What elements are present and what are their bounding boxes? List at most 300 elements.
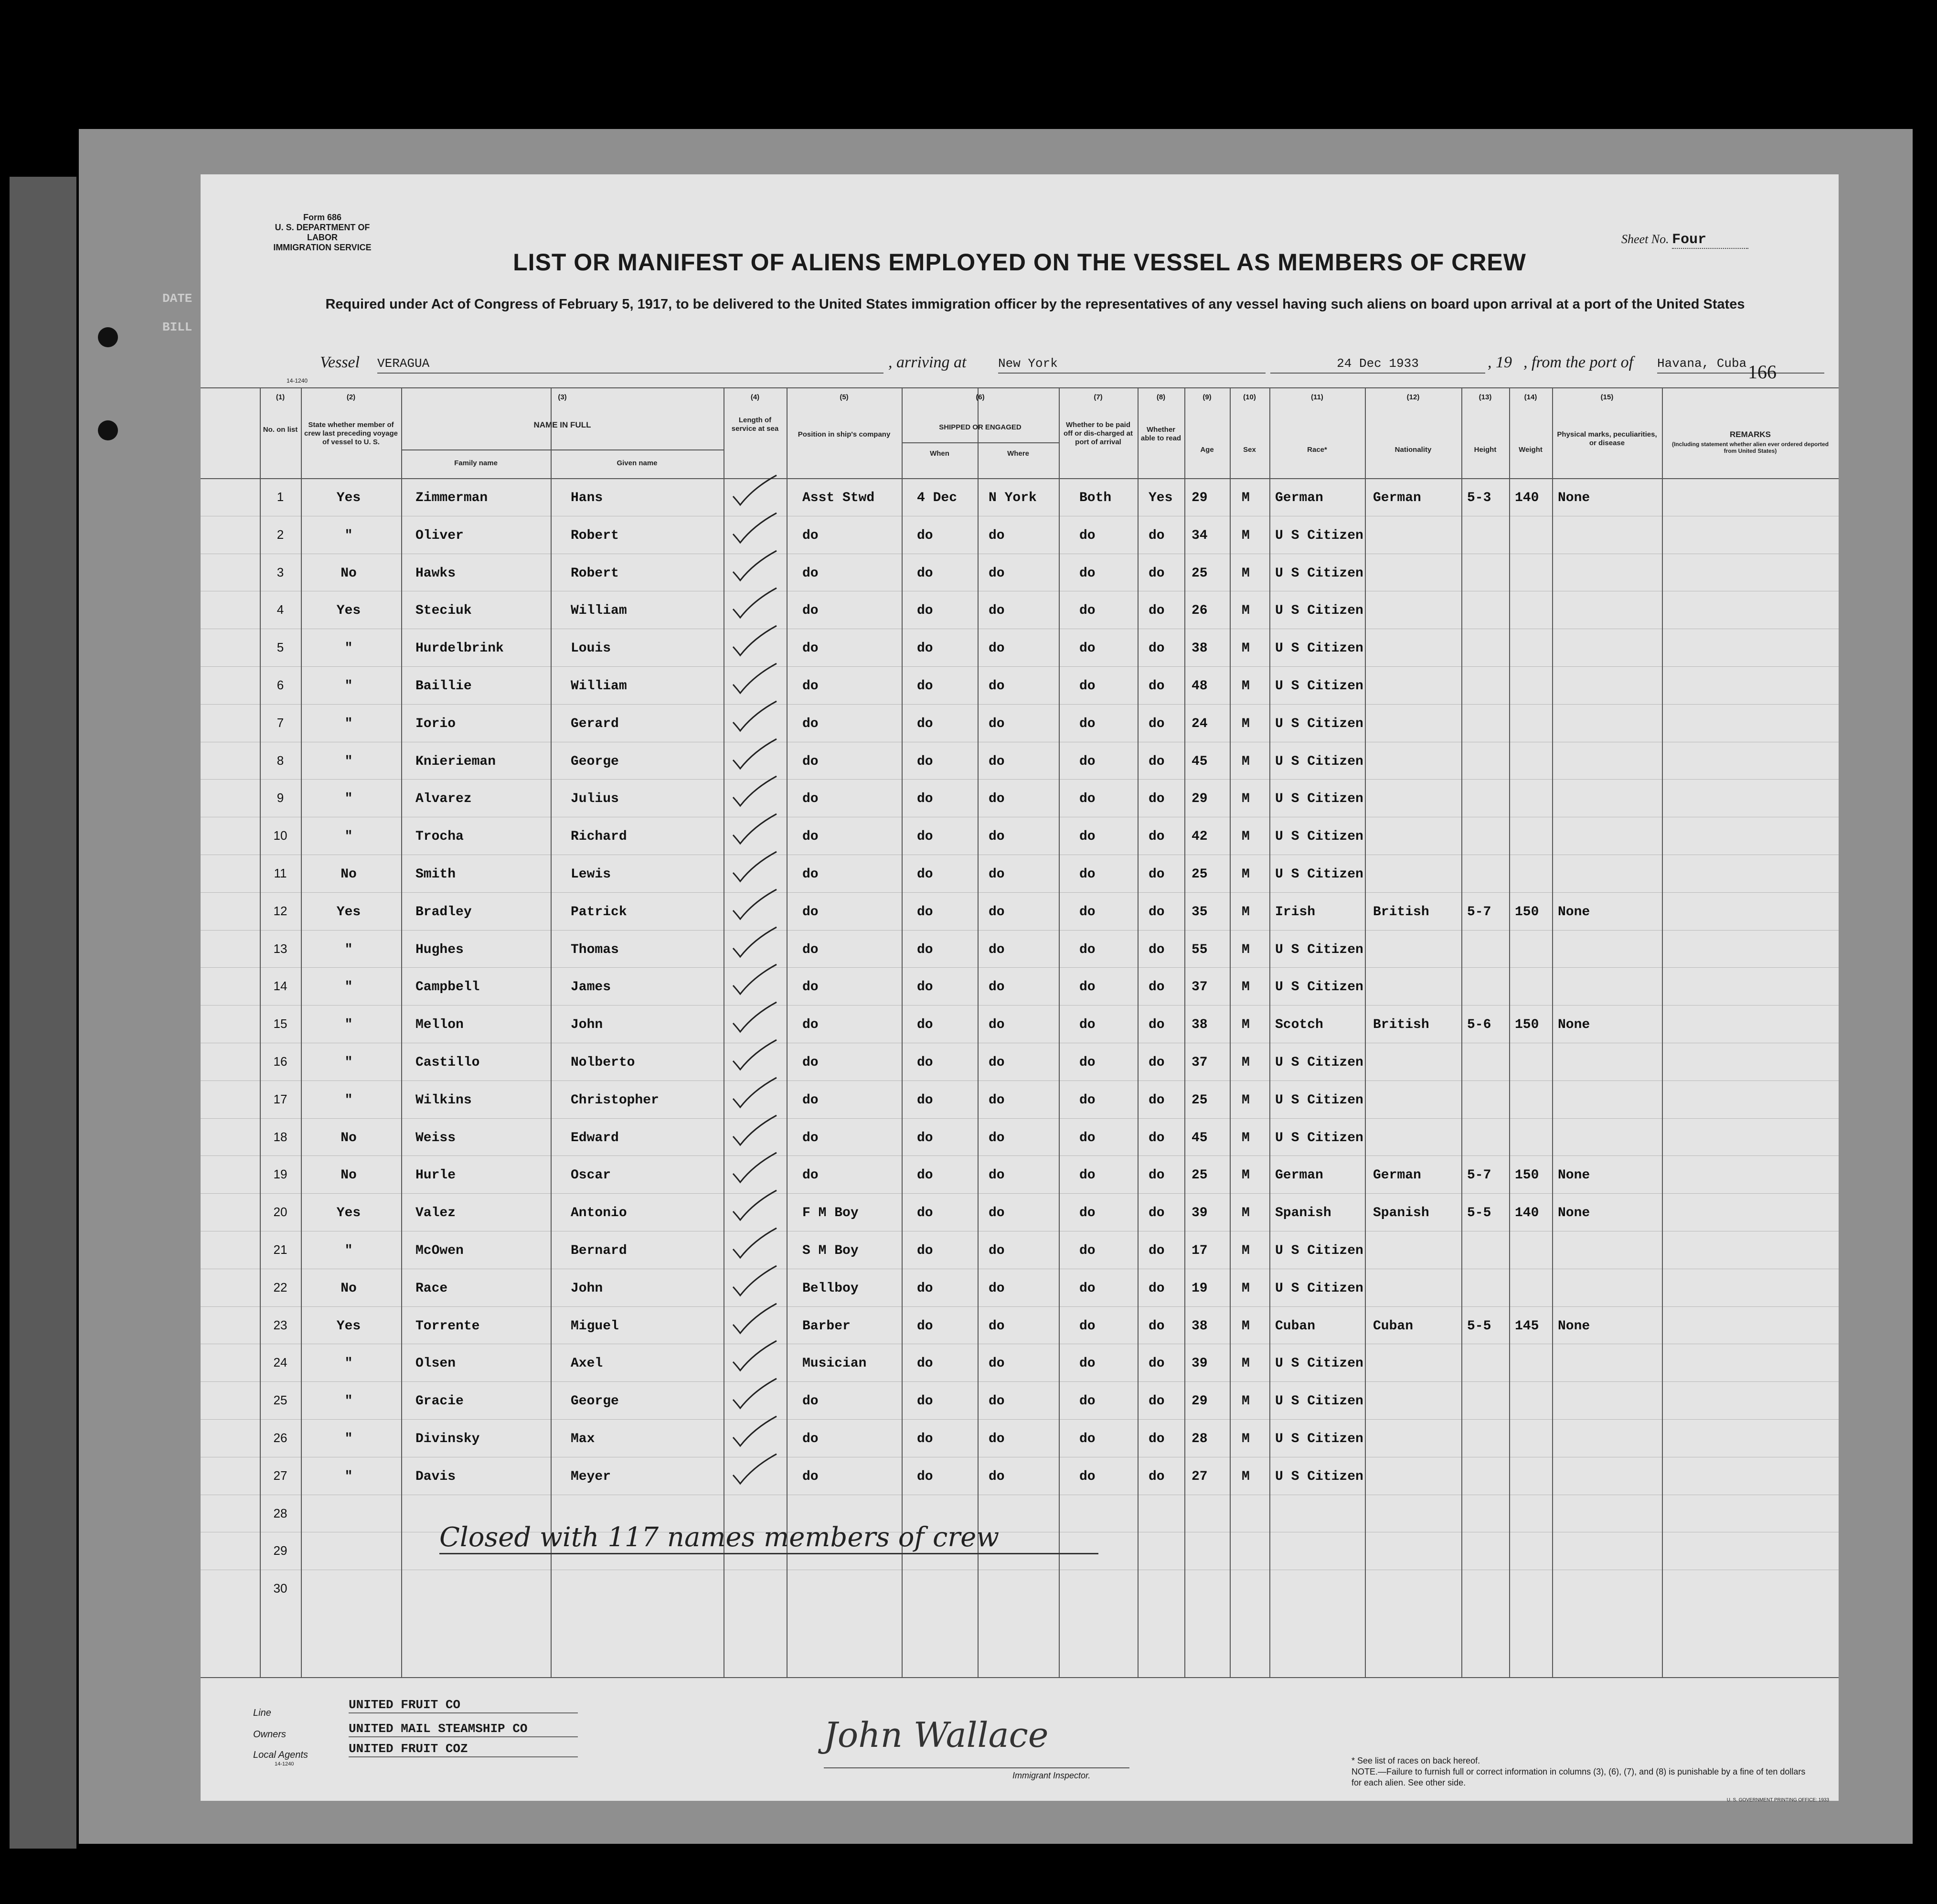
able-to-read-cell: do	[1149, 829, 1165, 845]
owners-value: UNITED MAIL STEAMSHIP CO	[349, 1722, 578, 1737]
family-name-cell: Torrente	[415, 1318, 480, 1334]
able-to-read-cell: do	[1149, 1017, 1165, 1033]
check-mark-icon	[731, 473, 778, 507]
given-name-cell: Julius	[571, 792, 619, 807]
where-cell: do	[989, 754, 1005, 769]
header-physical-marks: Physical marks, peculiarities, or disease	[1557, 430, 1657, 447]
age-cell: 28	[1192, 1432, 1208, 1446]
age-cell: 25	[1192, 867, 1208, 882]
when-cell: 4 Dec	[917, 491, 958, 505]
race-cell: U S Citizen	[1275, 1092, 1363, 1108]
when-cell: do	[917, 754, 933, 769]
when-cell: do	[917, 1055, 933, 1070]
race-cell: U S Citizen	[1275, 716, 1363, 731]
age-cell: 25	[1192, 1092, 1208, 1108]
position-cell: Bellboy	[802, 1281, 859, 1296]
weight-cell: 150	[1515, 1168, 1539, 1183]
when-cell: do	[917, 1469, 933, 1484]
header-position: Position in ship's company	[798, 430, 891, 439]
prev-voyage-cell: "	[344, 942, 353, 957]
check-mark-icon	[731, 624, 778, 657]
height-cell: 5-3	[1467, 491, 1491, 505]
able-to-read-cell: do	[1149, 1243, 1165, 1258]
physical-marks-cell: None	[1558, 491, 1590, 505]
paid-off-cell: do	[1079, 1394, 1096, 1409]
able-to-read-cell: do	[1149, 528, 1165, 543]
sex-cell: M	[1242, 679, 1250, 694]
paid-off-cell: do	[1079, 754, 1096, 769]
row-number: 1	[277, 490, 284, 504]
when-cell: do	[917, 1206, 933, 1221]
family-name-cell: Oliver	[415, 528, 464, 543]
line-label: Line	[253, 1708, 271, 1718]
given-name-cell: Louis	[571, 641, 611, 656]
row-number: 3	[277, 565, 284, 579]
check-mark-icon	[731, 888, 778, 921]
where-cell: do	[989, 528, 1005, 543]
check-mark-icon	[731, 1188, 778, 1222]
sex-cell: M	[1242, 1469, 1250, 1484]
able-to-read-cell: do	[1149, 792, 1165, 807]
given-name-cell: William	[571, 679, 627, 694]
when-cell: do	[917, 1017, 933, 1033]
race-cell: U S Citizen	[1275, 528, 1363, 543]
given-name-cell: Robert	[571, 566, 619, 581]
able-to-read-cell: do	[1149, 566, 1165, 581]
paid-off-cell: do	[1079, 528, 1096, 543]
row-number: 14	[273, 979, 287, 994]
row-rule	[201, 666, 1839, 667]
given-name-cell: Gerard	[571, 716, 619, 731]
able-to-read-cell: do	[1149, 1092, 1165, 1108]
header-age: Age	[1200, 446, 1214, 454]
able-to-read-cell: do	[1149, 867, 1165, 882]
prev-voyage-cell: Yes	[336, 1206, 361, 1221]
sex-cell: M	[1242, 716, 1250, 731]
check-mark-icon	[731, 1113, 778, 1147]
sheet-number	[1621, 232, 1748, 249]
position-cell: S M Boy	[802, 1243, 859, 1258]
given-name-cell: Axel	[571, 1356, 603, 1371]
when-cell: do	[917, 716, 933, 731]
where-cell: do	[989, 1130, 1005, 1145]
row-number: 20	[273, 1205, 287, 1219]
check-mark-icon	[731, 1151, 778, 1184]
family-name-cell: Race	[415, 1281, 448, 1296]
age-cell: 55	[1192, 942, 1208, 957]
age-cell: 25	[1192, 566, 1208, 581]
race-cell: German	[1275, 491, 1323, 505]
sex-cell: M	[1242, 1281, 1250, 1296]
family-name-cell: Mellon	[415, 1017, 464, 1033]
position-cell: do	[802, 566, 819, 581]
row-number: 16	[273, 1054, 287, 1069]
position-cell: do	[802, 1130, 819, 1145]
sex-cell: M	[1242, 829, 1250, 845]
age-cell: 37	[1192, 980, 1208, 995]
prev-voyage-cell: No	[341, 566, 357, 581]
given-name-cell: Patrick	[571, 904, 627, 920]
agents-value: UNITED FRUIT COZ	[349, 1742, 578, 1757]
position-cell: do	[802, 603, 819, 619]
header-paid-off: Whether to be paid off or dis-charged at port of arrival	[1063, 421, 1133, 446]
sex-cell: M	[1242, 942, 1250, 957]
race-cell: Spanish	[1275, 1206, 1331, 1221]
family-name-cell: Campbell	[415, 980, 480, 995]
prev-voyage-cell: No	[341, 1130, 357, 1145]
row-rule	[201, 1306, 1839, 1307]
row-number: 18	[273, 1129, 287, 1144]
when-cell: do	[917, 867, 933, 882]
row-number: 23	[273, 1317, 287, 1332]
when-cell: do	[917, 528, 933, 543]
row-number: 24	[273, 1355, 287, 1370]
weight-cell: 150	[1515, 904, 1539, 920]
where-cell: do	[989, 1092, 1005, 1108]
check-mark-icon	[731, 699, 778, 733]
closing-underline	[439, 1553, 1098, 1554]
able-to-read-cell: do	[1149, 679, 1165, 694]
row-rule	[201, 779, 1839, 780]
check-mark-icon	[731, 1038, 778, 1071]
row-rule	[201, 1381, 1839, 1382]
where-cell: do	[989, 1432, 1005, 1446]
weight-cell: 150	[1515, 1017, 1539, 1033]
paid-off-cell: do	[1079, 1243, 1096, 1258]
page-subtitle: Required under Act of Congress of February 5, 1917, to be delivered to the United States immigration officer by the representatives of any vessel having such aliens on board upon arrival at a port of the United States	[325, 297, 1745, 312]
row-number: 12	[273, 903, 287, 918]
position-cell: do	[802, 980, 819, 995]
paid-off-cell: do	[1079, 829, 1096, 845]
nationality-cell: British	[1373, 904, 1429, 920]
row-number: 25	[273, 1393, 287, 1408]
agents-label: Local Agents	[253, 1750, 308, 1760]
sex-cell: M	[1242, 980, 1250, 995]
row-rule	[201, 704, 1839, 705]
paid-off-cell: do	[1079, 1168, 1096, 1183]
race-cell: U S Citizen	[1275, 942, 1363, 957]
col14-number: (14)	[1524, 393, 1537, 401]
when-cell: do	[917, 942, 933, 957]
row-rule	[201, 892, 1839, 893]
where-cell: do	[989, 1017, 1005, 1033]
able-to-read-cell: do	[1149, 716, 1165, 731]
physical-marks-cell: None	[1558, 1318, 1590, 1334]
physical-marks-cell: None	[1558, 1017, 1590, 1033]
physical-marks-cell: None	[1558, 1206, 1590, 1221]
header-prev-voyage: State whether member of crew last preceding voyage of vessel to U. S.	[304, 421, 398, 446]
paid-off-cell: do	[1079, 1318, 1096, 1334]
check-mark-icon	[731, 586, 778, 620]
family-name-cell: Olsen	[415, 1356, 456, 1371]
race-cell: U S Citizen	[1275, 867, 1363, 882]
family-name-cell: Hawks	[415, 566, 456, 581]
able-to-read-cell: do	[1149, 1168, 1165, 1183]
when-cell: do	[917, 1243, 933, 1258]
row-number: 4	[277, 602, 284, 617]
col15-number: (15)	[1600, 393, 1614, 401]
paid-off-cell: do	[1079, 942, 1096, 957]
page-title: LIST OR MANIFEST OF ALIENS EMPLOYED ON THE VESSEL AS MEMBERS OF CREW	[513, 249, 1526, 276]
race-cell: U S Citizen	[1275, 980, 1363, 995]
when-cell: do	[917, 829, 933, 845]
paid-off-cell: do	[1079, 1281, 1096, 1296]
age-cell: 38	[1192, 1318, 1208, 1334]
position-cell: do	[802, 1092, 819, 1108]
col7-number: (7)	[1094, 393, 1103, 401]
year-label: , 19	[1488, 353, 1512, 371]
family-name-cell: Wilkins	[415, 1092, 472, 1108]
prev-voyage-cell: "	[344, 1017, 353, 1033]
header-weight: Weight	[1519, 446, 1543, 454]
race-cell: Scotch	[1275, 1017, 1323, 1033]
when-cell: do	[917, 1092, 933, 1108]
arriving-label: , arriving at	[888, 353, 967, 371]
col6-number: (6)	[976, 393, 985, 401]
binder-hole	[98, 327, 118, 347]
row-rule	[201, 1193, 1839, 1194]
given-name-cell: Oscar	[571, 1168, 611, 1183]
prev-voyage-cell: "	[344, 1432, 353, 1446]
row-number: 26	[273, 1431, 287, 1445]
race-cell: U S Citizen	[1275, 1432, 1363, 1446]
position-cell: do	[802, 641, 819, 656]
header-family-name: Family name	[454, 459, 498, 467]
able-to-read-cell: do	[1149, 641, 1165, 656]
position-cell: do	[802, 1432, 819, 1446]
age-cell: 26	[1192, 603, 1208, 619]
race-cell: U S Citizen	[1275, 829, 1363, 845]
weight-cell: 140	[1515, 491, 1539, 505]
row-number: 28	[273, 1506, 287, 1520]
where-cell: do	[989, 867, 1005, 882]
check-mark-icon	[731, 963, 778, 996]
paid-off-cell: do	[1079, 867, 1096, 882]
paid-off-cell: Both	[1079, 491, 1112, 505]
prev-voyage-cell: "	[344, 1469, 353, 1484]
printing-office-note: U. S. GOVERNMENT PRINTING OFFICE: 1933	[1726, 1797, 1829, 1803]
race-cell: Irish	[1275, 904, 1316, 920]
where-cell: do	[989, 942, 1005, 957]
prev-voyage-cell: "	[344, 980, 353, 995]
paid-off-cell: do	[1079, 980, 1096, 995]
header-shipped-or-engaged: SHIPPED OR ENGAGED	[939, 423, 1022, 431]
when-cell: do	[917, 1356, 933, 1371]
height-cell: 5-6	[1467, 1017, 1491, 1033]
given-name-cell: George	[571, 754, 619, 769]
able-to-read-cell: do	[1149, 942, 1165, 957]
header-where: Where	[1007, 449, 1029, 458]
family-name-cell: McOwen	[415, 1243, 464, 1258]
race-cell: U S Citizen	[1275, 1281, 1363, 1296]
paid-off-cell: do	[1079, 566, 1096, 581]
family-name-cell: Hurdelbrink	[415, 641, 504, 656]
paid-off-cell: do	[1079, 1356, 1096, 1371]
vessel-label: Vessel	[320, 353, 360, 371]
row-number: 13	[273, 941, 287, 956]
age-cell: 19	[1192, 1281, 1208, 1296]
when-cell: do	[917, 980, 933, 995]
closing-note: Closed with 117 names members of crew	[439, 1522, 1000, 1553]
nationality-cell: German	[1373, 491, 1421, 505]
check-mark-icon	[731, 774, 778, 808]
weight-cell: 145	[1515, 1318, 1539, 1334]
prev-voyage-cell: No	[341, 867, 357, 882]
position-cell: do	[802, 792, 819, 807]
able-to-read-cell: do	[1149, 904, 1165, 920]
owners-label: Owners	[253, 1729, 286, 1740]
position-cell: do	[802, 904, 819, 920]
arriving-port: New York	[998, 356, 1266, 374]
row-number: 22	[273, 1280, 287, 1294]
race-cell: German	[1275, 1168, 1323, 1183]
header-race: Race*	[1307, 446, 1327, 454]
prev-voyage-cell: "	[344, 1055, 353, 1070]
prev-voyage-cell: "	[344, 754, 353, 769]
sex-cell: M	[1242, 904, 1250, 920]
col11-number: (11)	[1311, 393, 1323, 401]
races-note: * See list of races on back hereof.	[1352, 1756, 1480, 1765]
check-mark-icon	[731, 662, 778, 695]
check-mark-icon	[731, 812, 778, 845]
given-name-cell: Miguel	[571, 1318, 619, 1334]
where-cell: do	[989, 1394, 1005, 1409]
row-number: 30	[273, 1581, 287, 1596]
age-cell: 27	[1192, 1469, 1208, 1484]
prev-voyage-cell: "	[344, 716, 353, 731]
given-name-cell: Thomas	[571, 942, 619, 957]
margin-label-date: DATE	[162, 291, 192, 306]
row-number: 15	[273, 1016, 287, 1031]
check-mark-icon	[731, 1000, 778, 1034]
line-value: UNITED FRUIT CO	[349, 1698, 578, 1713]
when-cell: do	[917, 1394, 933, 1409]
position-cell: do	[802, 1017, 819, 1033]
paid-off-cell: do	[1079, 1432, 1096, 1446]
family-name-cell: Weiss	[415, 1130, 456, 1145]
when-cell: do	[917, 792, 933, 807]
header-when: When	[930, 449, 949, 458]
row-rule	[201, 1118, 1839, 1119]
sex-cell: M	[1242, 491, 1250, 505]
header-length-of-service: Length of service at sea	[731, 416, 779, 433]
position-cell: do	[802, 716, 819, 731]
row-number: 10	[273, 828, 287, 843]
when-cell: do	[917, 679, 933, 694]
family-name-cell: Steciuk	[415, 603, 472, 619]
header-sex: Sex	[1243, 446, 1256, 454]
sex-cell: M	[1242, 641, 1250, 656]
prev-voyage-cell: Yes	[336, 491, 361, 505]
prev-voyage-cell: "	[344, 1092, 353, 1108]
where-cell: do	[989, 792, 1005, 807]
row-rule	[201, 930, 1839, 931]
age-cell: 38	[1192, 641, 1208, 656]
margin-label-bill: BILL	[162, 320, 192, 334]
able-to-read-cell: do	[1149, 980, 1165, 995]
age-cell: 45	[1192, 754, 1208, 769]
check-mark-icon	[731, 1377, 778, 1410]
paid-off-cell: do	[1079, 641, 1096, 656]
given-name-cell: William	[571, 603, 627, 619]
paid-off-cell: do	[1079, 1017, 1096, 1033]
position-cell: F M Boy	[802, 1206, 859, 1221]
where-cell: do	[989, 1469, 1005, 1484]
nationality-cell: German	[1373, 1168, 1421, 1183]
department-name: U. S. DEPARTMENT OF LABOR	[275, 223, 370, 242]
age-cell: 35	[1192, 904, 1208, 920]
race-cell: U S Citizen	[1275, 1469, 1363, 1484]
age-cell: 29	[1192, 792, 1208, 807]
height-cell: 5-5	[1467, 1206, 1491, 1221]
able-to-read-cell: do	[1149, 1130, 1165, 1145]
col8-number: (8)	[1156, 393, 1166, 401]
where-cell: do	[989, 829, 1005, 845]
given-name-cell: Nolberto	[571, 1055, 635, 1070]
position-cell: do	[802, 754, 819, 769]
where-cell: do	[989, 1318, 1005, 1334]
physical-marks-cell: None	[1558, 904, 1590, 920]
prev-voyage-cell: Yes	[336, 603, 361, 619]
able-to-read-cell: do	[1149, 1318, 1165, 1334]
sex-cell: M	[1242, 1130, 1250, 1145]
family-name-cell: Zimmerman	[415, 491, 488, 505]
able-to-read-cell: do	[1149, 1206, 1165, 1221]
position-cell: do	[802, 829, 819, 845]
check-mark-icon	[731, 737, 778, 770]
paid-off-cell: do	[1079, 1092, 1096, 1108]
when-cell: do	[917, 603, 933, 619]
paid-off-cell: do	[1079, 1055, 1096, 1070]
where-cell: do	[989, 716, 1005, 731]
form-code-bottom: 14-1240	[275, 1761, 294, 1767]
able-to-read-cell: do	[1149, 754, 1165, 769]
col4-number: (4)	[750, 393, 760, 401]
when-cell: do	[917, 641, 933, 656]
sex-cell: M	[1242, 566, 1250, 581]
header-remarks: REMARKS	[1730, 430, 1771, 439]
given-name-cell: John	[571, 1281, 603, 1296]
given-name-cell: Christopher	[571, 1092, 659, 1108]
given-name-cell: Edward	[571, 1130, 619, 1145]
age-cell: 45	[1192, 1130, 1208, 1145]
col2-number: (2)	[346, 393, 356, 401]
row-rule	[201, 967, 1839, 968]
col12-number: (12)	[1406, 393, 1420, 401]
check-mark-icon	[731, 1339, 778, 1372]
race-cell: U S Citizen	[1275, 792, 1363, 807]
age-cell: 39	[1192, 1356, 1208, 1371]
age-cell: 39	[1192, 1206, 1208, 1221]
age-cell: 42	[1192, 829, 1208, 845]
prev-voyage-cell: "	[344, 641, 353, 656]
sex-cell: M	[1242, 1356, 1250, 1371]
position-cell: Barber	[802, 1318, 851, 1334]
sex-cell: M	[1242, 1206, 1250, 1221]
prev-voyage-cell: "	[344, 1394, 353, 1409]
paid-off-cell: do	[1079, 716, 1096, 731]
form-code-top: 14-1240	[287, 377, 308, 384]
when-cell: do	[917, 1130, 933, 1145]
header-no-on-list: No. on list	[263, 426, 298, 434]
check-mark-icon	[731, 850, 778, 883]
check-mark-icon	[731, 1076, 778, 1109]
race-cell: U S Citizen	[1275, 566, 1363, 581]
when-cell: do	[917, 1281, 933, 1296]
race-cell: U S Citizen	[1275, 1055, 1363, 1070]
when-cell: do	[917, 1168, 933, 1183]
row-rule	[201, 1080, 1839, 1081]
